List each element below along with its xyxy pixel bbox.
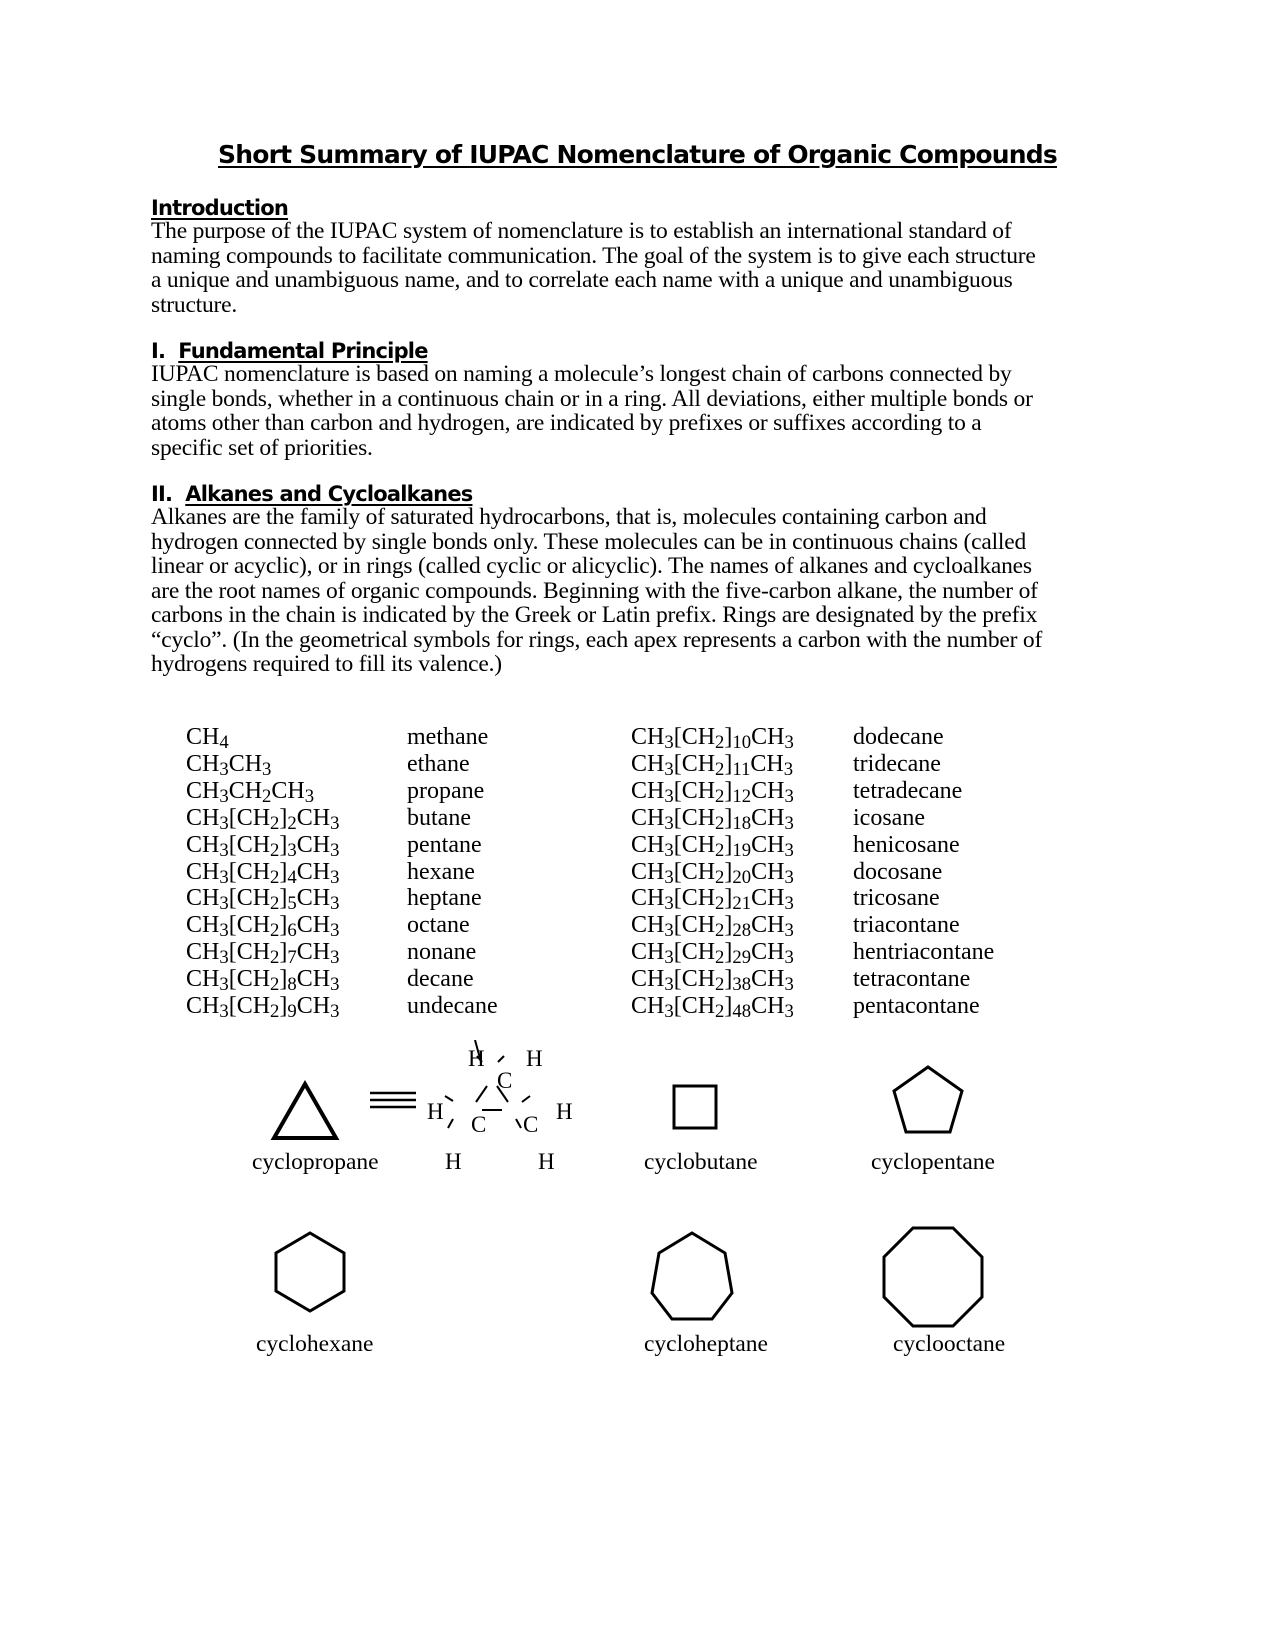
alkane-formula: $CH_3[CH_2]_{10}CH_3$	[631, 724, 794, 754]
alkane-formula: $CH_3[CH_2]_6CH_3$	[186, 912, 340, 942]
hydrogen-atom: H	[526, 1046, 543, 1071]
alkane-name: nonane	[407, 939, 477, 966]
introduction-paragraph: The purpose of the IUPAC system of nomenclature is to establish an international standard of naming compounds to facilitate communication. The goal of the system is to give each structure a unique and unambiguous name, and to correlate each name with a unique and unambiguous structure.	[151, 218, 1036, 318]
alkane-name: decane	[407, 966, 474, 993]
alkane-formula: $CH_3[CH_2]_{11}CH_3$	[631, 750, 794, 781]
alkane-name: henicosane	[853, 831, 960, 858]
alkane-formula: $CH_3CH_2CH_3$	[186, 777, 315, 807]
cycloheptane-label: cycloheptane	[644, 1331, 768, 1357]
alkane-name: tridecane	[853, 750, 941, 777]
cyclohexane-label: cyclohexane	[256, 1331, 374, 1357]
alkane-formula: $CH_3[CH_2]_{19}CH_3$	[631, 831, 794, 861]
alkane-name: ethane	[407, 750, 470, 777]
cyclooctane-label: cyclooctane	[893, 1331, 1006, 1357]
cyclopentane-label: cyclopentane	[871, 1149, 995, 1175]
alkane-formulas-right	[631, 724, 794, 1023]
cyclopropane-label: cyclopropane	[252, 1149, 379, 1175]
alkane-formula: $CH_3[CH_2]_2CH_3$	[186, 804, 340, 834]
alkane-name: butane	[407, 804, 471, 831]
alkane-name: tetracontane	[853, 966, 971, 993]
alkane-formula: $CH_3[CH_2]_3CH_3$	[186, 831, 340, 861]
alkane-name: hexane	[407, 858, 475, 885]
alkane-formula: $CH_4$	[186, 724, 229, 754]
section-heading-alkanes: II. Alkanes and Cycloalkanes	[151, 482, 473, 506]
fundamental-principle-paragraph: IUPAC nomenclature is based on naming a molecule’s longest chain of carbons connected by single bonds, whether in a continuous chain or in a ring. All deviations, either multiple bonds or atoms other than carbon and hydrogen, are indicated by prefixes or suffixes according to a specific set of priorities.	[151, 361, 1033, 461]
alkane-formula: $CH_3[CH_2]_{28}CH_3$	[631, 912, 794, 942]
hydrogen-atom: H	[538, 1149, 555, 1174]
alkanes-paragraph: Alkanes are the family of saturated hydrocarbons, that is, molecules containing carbon and hydrogen connected by single bonds only. These molecules can be in continuous chains (called linear or acyclic), or in rings (called cyclic or alicyclic). The names of alkanes and cycloalkanes are the root names of organic compounds. Beginning with the five-carbon alkane, the number of carbons in the chain is indicated by the Greek or Latin prefix. Rings are designated by the prefix “cyclo”. (In the geometrical symbols for rings, each apex represents a carbon with the number of hydrogens required to fill its valence.)	[151, 504, 1043, 677]
alkane-name: propane	[407, 777, 485, 804]
alkane-name: docosane	[853, 858, 943, 885]
alkane-name: dodecane	[853, 724, 944, 750]
alkane-formulas-left	[186, 724, 340, 1023]
heptagon-icon	[644, 1230, 740, 1322]
hydrogen-atom: H	[445, 1149, 462, 1174]
alkane-name: tricosane	[853, 885, 940, 912]
alkane-formula: $CH_3[CH_2]_{48}CH_3$	[631, 993, 794, 1023]
section-heading-fundamental-principle: I. Fundamental Principle	[151, 339, 428, 363]
equivalence-icon	[370, 1090, 416, 1112]
alkane-name: heptane	[407, 885, 482, 912]
carbon-atom: C	[471, 1112, 487, 1137]
carbon-atom: C	[523, 1112, 539, 1137]
hexagon-icon	[272, 1230, 348, 1314]
alkane-formula: $CH_3[CH_2]_9CH_3$	[186, 993, 340, 1023]
alkane-names-left	[407, 724, 498, 1020]
alkane-formula: $CH_3[CH_2]_{38}CH_3$	[631, 966, 794, 996]
section-heading-introduction: Introduction	[151, 196, 289, 220]
alkane-name: tetradecane	[853, 777, 963, 804]
alkane-name: undecane	[407, 993, 498, 1020]
alkane-name: pentacontane	[853, 993, 980, 1020]
octagon-icon	[881, 1225, 985, 1329]
alkane-formula: $CH_3CH_3$	[186, 750, 272, 781]
alkane-formula: $CH_3[CH_2]_{18}CH_3$	[631, 804, 794, 834]
alkane-name: pentane	[407, 831, 482, 858]
alkane-formula: $CH_3[CH_2]_7CH_3$	[186, 939, 340, 969]
cyclobutane-label: cyclobutane	[644, 1149, 758, 1175]
hydrogen-atom: H	[468, 1046, 485, 1071]
triangle-icon	[270, 1080, 340, 1142]
alkane-name: hentriacontane	[853, 939, 995, 966]
alkane-formula: $CH_3[CH_2]_4CH_3$	[186, 858, 340, 888]
hydrogen-atom: H	[556, 1099, 573, 1124]
page-title: Short Summary of IUPAC Nomenclature of Organic Compounds	[218, 140, 1057, 169]
bond-lines-icon	[420, 1040, 580, 1155]
alkane-formula: $CH_3[CH_2]_{21}CH_3$	[631, 885, 794, 915]
alkane-formula: $CH_3[CH_2]_{20}CH_3$	[631, 858, 794, 888]
alkane-formula: $CH_3[CH_2]_{12}CH_3$	[631, 777, 794, 807]
alkane-name: icosane	[853, 804, 925, 831]
pentagon-icon	[890, 1064, 966, 1136]
alkane-name: triacontane	[853, 912, 960, 939]
alkane-names-right	[853, 724, 994, 1020]
carbon-atom: C	[497, 1068, 513, 1093]
alkane-name: methane	[407, 724, 489, 750]
hydrogen-atom: H	[427, 1099, 444, 1124]
alkane-formula: $CH_3[CH_2]_{29}CH_3$	[631, 939, 794, 969]
square-icon	[672, 1084, 718, 1130]
alkane-formula: $CH_3[CH_2]_5CH_3$	[186, 885, 340, 915]
alkane-name: octane	[407, 912, 470, 939]
alkane-formula: $CH_3[CH_2]_8CH_3$	[186, 966, 340, 996]
